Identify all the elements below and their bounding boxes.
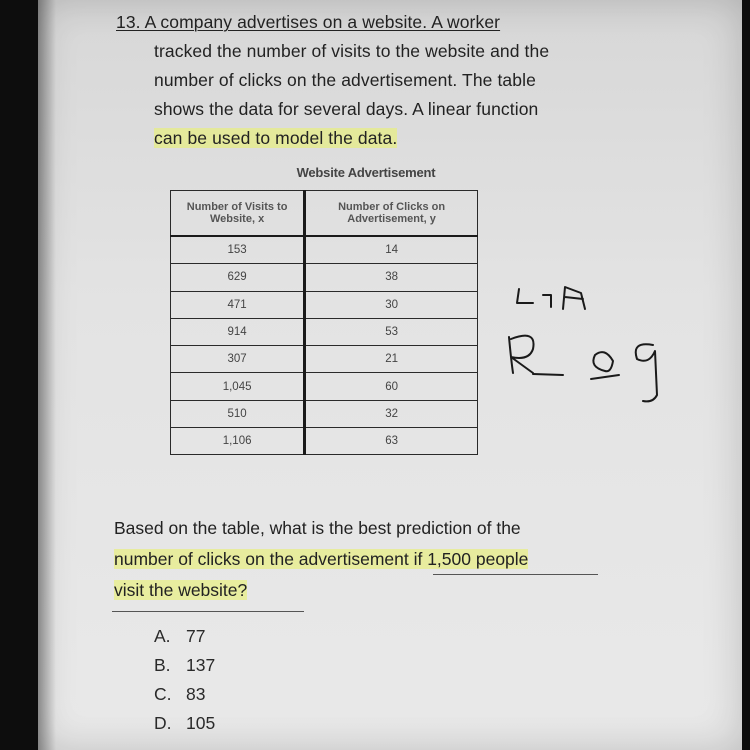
handwritten-stroke [636, 344, 657, 401]
cell-clicks: 63 [305, 428, 478, 455]
table-row [171, 400, 478, 427]
handwritten-stroke [517, 289, 533, 303]
question-line-3-text: visit the website? [114, 580, 248, 600]
problem-line-1 [116, 8, 636, 37]
table-row [171, 346, 478, 373]
handwritten-stroke [533, 374, 563, 375]
choice-letter: A. [154, 626, 171, 646]
table-header-row [171, 191, 478, 237]
question-line-1: Based on the table, what is the best prediction of the [114, 518, 521, 538]
cell-clicks: 32 [305, 400, 478, 427]
cell-visits: 307 [171, 346, 305, 373]
column-header-clicks: Number of Clicks on Advertisement, y [305, 191, 478, 237]
problem-line-1-text: 13. A company advertises on a website. A worker [116, 12, 501, 32]
question-line-2-text: number of clicks on the advertisement if 1,500 people [114, 549, 529, 569]
cell-visits: 153 [171, 236, 305, 264]
underline-mark [112, 611, 304, 612]
cell-visits: 471 [171, 291, 305, 318]
highlighted-text: can be used to model the data. [154, 128, 398, 148]
table-title: Website Advertisement [296, 165, 436, 180]
cell-clicks: 53 [305, 318, 478, 345]
table-row [171, 373, 478, 400]
cell-visits: 914 [171, 318, 305, 345]
cell-clicks: 30 [305, 291, 478, 318]
worksheet-page [38, 0, 742, 750]
cell-clicks: 21 [305, 346, 478, 373]
table-row [171, 236, 478, 264]
handwritten-stroke [509, 336, 534, 373]
choice-value: 137 [186, 655, 216, 675]
choice-letter: C. [154, 684, 172, 704]
problem-line-3: number of clicks on the advertisement. The table [154, 70, 536, 90]
column-header-visits: Number of Visits to Website, x [171, 191, 305, 237]
handwritten-stroke [543, 295, 551, 307]
problem-line-5 [116, 124, 636, 153]
problem-line-4: shows the data for several days. A linear function [154, 99, 539, 119]
table-row [171, 428, 478, 455]
cell-clicks: 14 [305, 236, 478, 264]
choice-a[interactable] [154, 622, 215, 651]
choice-value: 83 [186, 684, 206, 704]
page-shadow [38, 0, 56, 750]
choice-letter: D. [154, 713, 172, 733]
choice-value: 105 [186, 713, 216, 733]
choice-d[interactable] [154, 709, 215, 738]
problem-line-2: tracked the number of visits to the website and the [154, 41, 550, 61]
underline-mark [433, 574, 598, 575]
choice-c[interactable] [154, 680, 215, 709]
question-text [114, 513, 634, 606]
problem-statement [116, 8, 636, 153]
handwritten-stroke [591, 352, 619, 379]
table-row [171, 318, 478, 345]
cell-clicks: 60 [305, 373, 478, 400]
question-line-2 [114, 544, 634, 575]
answer-choices [154, 622, 215, 738]
handwritten-stroke [563, 287, 585, 309]
cell-visits: 1,045 [171, 373, 305, 400]
cell-visits: 510 [171, 400, 305, 427]
cell-visits: 629 [171, 264, 305, 291]
data-table [170, 190, 478, 455]
cell-visits: 1,106 [171, 428, 305, 455]
table-row [171, 264, 478, 291]
handwritten-notes [503, 275, 703, 415]
choice-b[interactable] [154, 651, 215, 680]
question-line-3 [114, 575, 634, 606]
cell-clicks: 38 [305, 264, 478, 291]
choice-value: 77 [186, 626, 206, 646]
choice-letter: B. [154, 655, 171, 675]
table-row [171, 291, 478, 318]
